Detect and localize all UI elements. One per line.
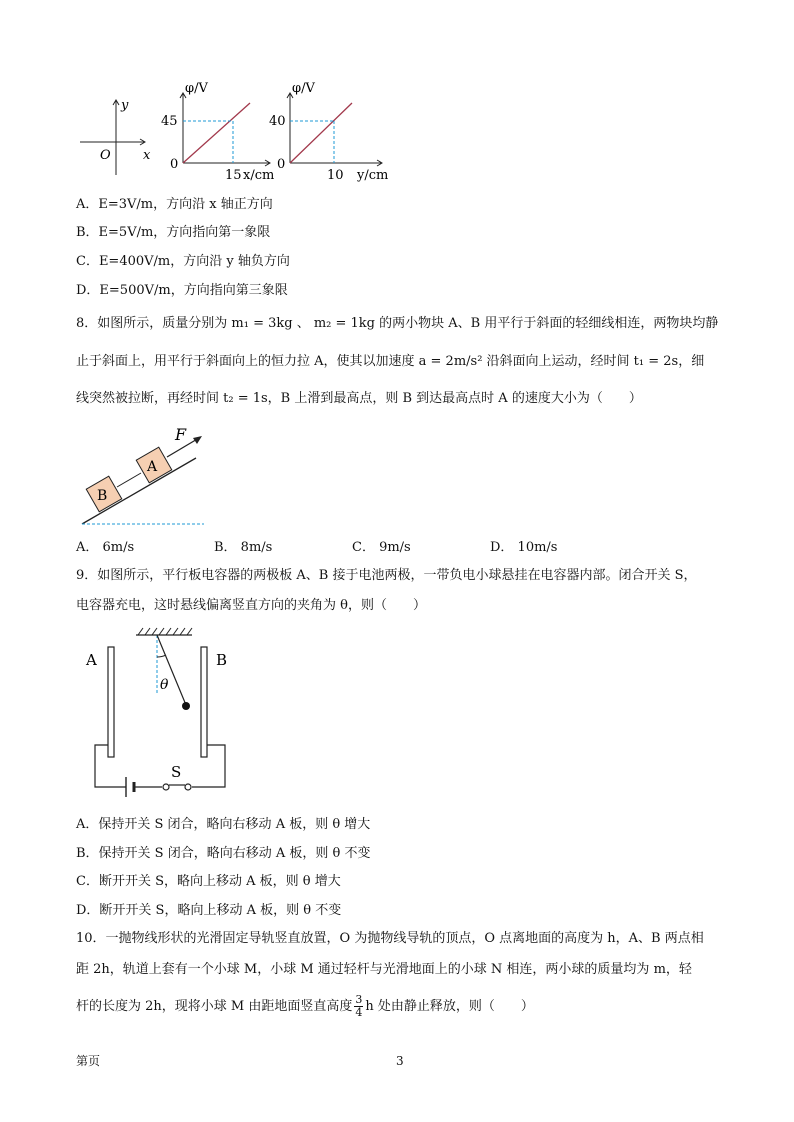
block-a-label: A bbox=[147, 459, 158, 475]
q7-option-d: D．E=500V/m，方向指向第三象限 bbox=[76, 283, 288, 298]
graph2-origin: 0 bbox=[277, 157, 286, 172]
graph1-x-tick: 15 bbox=[225, 168, 242, 183]
graph1-ylabel: φ/V bbox=[185, 81, 208, 96]
q7-option-a: A．E=3V/m，方向沿 x 轴正方向 bbox=[76, 197, 273, 212]
switch-icon bbox=[163, 784, 191, 790]
charged-ball bbox=[182, 702, 190, 710]
q10-line3-post: h 处由静止释放，则（ ） bbox=[365, 998, 534, 1014]
angle-arc bbox=[157, 655, 166, 657]
small-y-label: y bbox=[121, 98, 129, 113]
q8-stem-line2: 止于斜面上，用平行于斜面向上的恒力拉 A，使其以加速度 a = 2m/s² 沿斜面向上运动，经时间 t₁ = 2s，细 bbox=[76, 354, 705, 369]
string-line bbox=[117, 473, 141, 487]
small-origin-label: O bbox=[100, 148, 111, 163]
graph2-line bbox=[290, 103, 352, 163]
q9-option-b: B．保持开关 S 闭合，略向右移动 A 板，则 θ 不变 bbox=[76, 846, 371, 861]
q8-stem-line3: 线突然被拉断，再经时间 t₂ = 1s，B 上滑到最高点，则 B 到达最高点时 A 的速度大小为（ ） bbox=[76, 391, 642, 406]
force-label: F bbox=[175, 425, 187, 444]
graph1-y-tick: 45 bbox=[161, 114, 178, 129]
block-b-label: B bbox=[97, 488, 108, 504]
switch-label: S bbox=[171, 763, 182, 781]
q7-option-c: C．E=400V/m，方向沿 y 轴负方向 bbox=[76, 254, 290, 269]
graph1-origin: 0 bbox=[170, 157, 179, 172]
q8-option-d: D． 10m/s bbox=[490, 540, 558, 555]
q9-stem-line1: 9．如图所示，平行板电容器的两极板 A、B 接于电池两极，一带负电小球悬挂在电容器内部。闭合开关 S， bbox=[76, 568, 697, 583]
plate-a bbox=[108, 647, 114, 757]
graph2-axes bbox=[287, 93, 382, 166]
angle-label: θ bbox=[160, 677, 169, 693]
page-number: 3 bbox=[396, 1054, 404, 1068]
graph1-line bbox=[183, 103, 250, 163]
force-arrowhead bbox=[193, 436, 202, 444]
circuit-wire-right bbox=[192, 745, 225, 787]
q8-option-a: A． 6m/s bbox=[76, 540, 135, 555]
suspension-thread bbox=[157, 635, 186, 705]
q10-fraction-num: 3 bbox=[355, 993, 363, 1006]
q10-stem-line3 bbox=[76, 994, 534, 1019]
small-coordinate-axes bbox=[80, 100, 145, 175]
q10-fraction-den: 4 bbox=[355, 1006, 363, 1019]
q9-capacitor-figure bbox=[80, 625, 250, 801]
q10-line3-pre: 杆的长度为 2h，现将小球 M 由距地面竖直高度 bbox=[76, 998, 353, 1014]
q10-stem-line2: 距 2h，轨道上套有一个小球 M，小球 M 通过轻杆与光滑地面上的小球 N 相连，两小球的质量均为 m，轻 bbox=[76, 962, 692, 977]
ceiling-hatching bbox=[138, 628, 192, 635]
graph2-y-tick: 40 bbox=[269, 114, 286, 129]
q9-option-d: D．断开开关 S，略向上移动 A 板，则 θ 不变 bbox=[76, 903, 342, 918]
graph1-axes bbox=[180, 93, 270, 166]
plate-b bbox=[201, 647, 207, 757]
graph1-xlabel: x/cm bbox=[243, 168, 275, 183]
q8-option-b: B． 8m/s bbox=[214, 540, 273, 555]
plate-a-label: A bbox=[86, 651, 97, 669]
small-x-label: x bbox=[143, 148, 151, 163]
footer-label: 第页 bbox=[76, 1054, 101, 1068]
graph2-ylabel: φ/V bbox=[292, 81, 315, 96]
q10-stem-line1: 10．一抛物线形状的光滑固定导轨竖直放置，O 为抛物线导轨的顶点，O 点离地面的高度为 h，A、B 两点相 bbox=[76, 931, 704, 946]
graph2-xlabel: y/cm bbox=[357, 168, 389, 183]
q8-option-c: C． 9m/s bbox=[352, 540, 411, 555]
q9-stem-line2: 电容器充电，这时悬线偏离竖直方向的夹角为 θ，则（ ） bbox=[76, 598, 426, 613]
battery-icon bbox=[126, 777, 134, 797]
q8-incline-figure bbox=[76, 420, 216, 532]
q9-option-a: A．保持开关 S 闭合，略向右移动 A 板，则 θ 增大 bbox=[76, 817, 371, 832]
q7-option-b: B．E=5V/m，方向指向第一象限 bbox=[76, 225, 271, 240]
q7-figure bbox=[70, 75, 400, 187]
q9-option-c: C．断开开关 S，略向上移动 A 板，则 θ 增大 bbox=[76, 874, 341, 889]
plate-b-label: B bbox=[216, 651, 228, 669]
graph2-x-tick: 10 bbox=[327, 168, 344, 183]
q10-fraction bbox=[354, 994, 363, 1019]
q8-stem-line1: 8．如图所示，质量分别为 m₁ = 3kg 、 m₂ = 1kg 的两小物块 A、B 用平行于斜面的轻细线相连，两物块均静 bbox=[76, 316, 719, 331]
